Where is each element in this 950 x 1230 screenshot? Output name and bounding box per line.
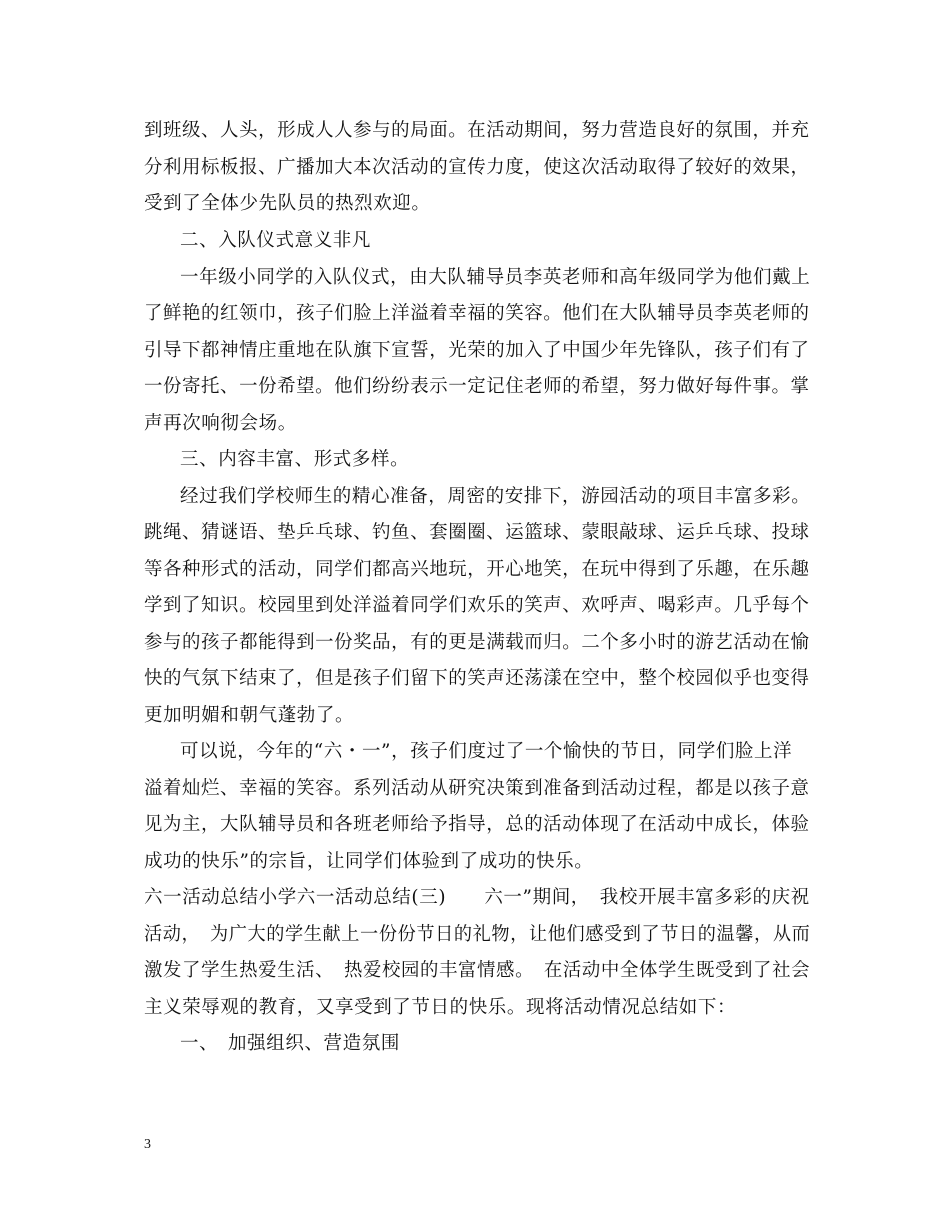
section-heading: 三、内容丰富、形式多样。 (180, 449, 410, 470)
body-line: 参与的孩子都能得到一份奖品，有的更是满载而归。二个多小时的游艺活动在愉 (144, 632, 810, 653)
section-heading: 二、入队仪式意义非凡 (180, 230, 372, 251)
body-line: 引导下都神情庄重地在队旗下宣誓，光荣的加入了中国少年先锋队，孩子们有了 (144, 340, 810, 361)
body-line: 六一活动总结小学六一活动总结(三) 六一”期间， 我校开展丰富多彩的庆祝 (144, 887, 810, 908)
body-line: 更加明媚和朝气蓬勃了。 (144, 705, 355, 726)
body-line: 跳绳、猜谜语、垫乒乓球、钓鱼、套圈圈、运篮球、蒙眼敲球、运乒乓球、投球 (144, 522, 810, 543)
body-line: 声再次响彻会场。 (144, 413, 297, 434)
body-line: 分利用标板报、广播加大本次活动的宣传力度，使这次活动取得了较好的效果， (144, 157, 810, 178)
body-line: 见为主，大队辅导员和各班老师给予指导，总的活动体现了在活动中成长，体验 (144, 814, 810, 835)
body-line: 等各种形式的活动，同学们都高兴地玩，开心地笑，在玩中得到了乐趣，在乐趣 (144, 559, 810, 580)
body-line: 一年级小同学的入队仪式，由大队辅导员李英老师和高年级同学为他们戴上 (180, 267, 811, 288)
section-heading: 一、 加强组织、营造氛围 (180, 1033, 400, 1054)
body-line: 一份寄托、一份希望。他们纷纷表示一定记住老师的希望，努力做好每件事。掌 (144, 376, 810, 397)
page-number: 3 (144, 1137, 151, 1152)
body-line: 快的气氛下结束了，但是孩子们留下的笑声还荡漾在空中，整个校园似乎也变得 (144, 668, 810, 689)
body-line: 到班级、人头，形成人人参与的局面。在活动期间，努力营造良好的氛围，并充 (144, 120, 810, 141)
body-line: 溢着灿烂、幸福的笑容。系列活动从研究决策到准备到活动过程，都是以孩子意 (144, 778, 810, 799)
body-line: 可以说，今年的“六・一”，孩子们度过了一个愉快的节日，同学们脸上洋 (180, 741, 793, 762)
body-line: 学到了知识。校园里到处洋溢着同学们欢乐的笑声、欢呼声、喝彩声。几乎每个 (144, 595, 810, 616)
body-line: 主义荣辱观的教育，又享受到了节日的快乐。现将活动情况总结如下： (144, 997, 737, 1018)
body-line: 激发了学生热爱生活、 热爱校园的丰富情感。 在活动中全体学生既受到了社会 (144, 960, 811, 981)
body-line: 经过我们学校师生的精心准备，周密的安排下，游园活动的项目丰富多彩。 (180, 486, 811, 507)
body-line: 了鲜艳的红领巾，孩子们脸上洋溢着幸福的笑容。他们在大队辅导员李英老师的 (144, 303, 810, 324)
body-line: 成功的快乐”的宗旨，让同学们体验到了成功的快乐。 (144, 851, 594, 872)
body-line: 受到了全体少先队员的热烈欢迎。 (144, 193, 431, 214)
body-line: 活动， 为广大的学生献上一份份节日的礼物，让他们感受到了节日的温馨，从而 (144, 924, 811, 945)
